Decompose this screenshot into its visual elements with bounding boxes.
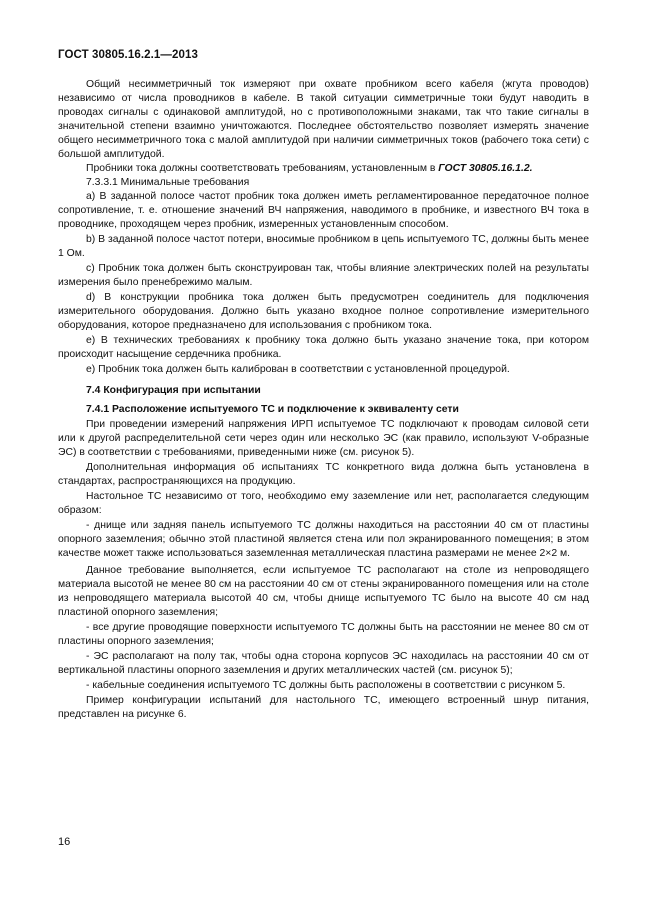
subsection-heading-eut-placement: 7.4.1 Расположение испытуемого ТС и подключение к эквиваленту сети [86,404,459,415]
paragraph-measurement-connection: При проведении измерений напряжения ИРП испытуемое ТС подключают к проводам силовой сети или к другой распределительной сети через один или несколько ЭС (как правило, используют V-образные ЭС) в соответствии с требованиями, приведенными ниже (см. рисунок 5). [58,419,589,458]
paragraph-probe-requirements [58,162,589,176]
standard-header: ГОСТ 30805.16.2.1—2013 [58,49,198,61]
paragraph-probe-requirements-text: Пробники тока должны соответствовать требованиям, установленным в [86,163,439,174]
paragraph-table-placement: Данное требование выполняется, если испытуемое ТС располагают на столе из непроводящего материала высотой не менее 80 см на расстоянии 40 см от стены экранированного помещения или на столе из непроводящего материала высотой 40 см, чтобы днище испытуемого ТС было на высоте 40 см над пластиной опорного заземления; [58,565,589,618]
standard-reference: ГОСТ 30805.16.1.2. [438,163,533,174]
requirement-e-calibration: е) Пробник тока должен быть калиброван в соответствии с установленной процедурой. [86,364,510,375]
paragraph-additional-info: Дополнительная информация об испытаниях ТС конкретного вида должна быть установлена в стандартах, распространяющихся на продукцию. [58,462,589,487]
list-item-conductive-surfaces: - все другие проводящие поверхности испытуемого ТС должны быть на расстоянии не менее 80 см от пластины опорного заземления; [58,622,589,647]
paragraph-tabletop-equipment: Настольное ТС независимо от того, необходимо ему заземление или нет, располагается следующим образом: [58,491,589,516]
requirement-d: d) В конструкции пробника тока должен быть предусмотрен соединитель для подключения измерительного оборудования. Должно быть указано входное полное сопротивление измерительного оборудования, которое предназначено для использования с пробником тока. [58,292,589,331]
section-heading-test-configuration: 7.4 Конфигурация при испытании [86,385,261,396]
requirement-e: e) В технических требованиях к пробнику тока должно быть указано значение тока, при котором происходит насыщение сердечника пробника. [58,335,589,360]
page-body [58,78,589,722]
paragraph-configuration-example: Пример конфигурации испытаний для настольного ТС, имеющего встроенный шнур питания, представлен на рисунке 6. [58,695,589,720]
requirement-a: а) В заданной полосе частот пробник тока должен иметь регламентированное передаточное полное сопротивление, т. е. отношение значений ВЧ напряжения, наводимого в пробнике, и известного ВЧ тока в проводнике, проходящем через пробник, измеренных установленным способом. [58,191,589,230]
requirement-b: b) В заданной полосе частот потери, вносимые пробником в цепь испытуемого ТС, должны быть менее 1 Ом. [58,234,589,259]
subsection-title-minimum-requirements: 7.3.3.1 Минимальные требования [86,177,250,188]
list-item-lisn-placement: - ЭС располагают на полу так, чтобы одна сторона корпусов ЭС находилась на расстоянии 40 см от вертикальной пластины опорного заземления и других металлических частей (см. рисунок 5); [58,651,589,676]
paragraph-common-current: Общий несимметричный ток измеряют при охвате пробником всего кабеля (жгута проводов) независимо от числа проводников в кабеле. В такой ситуации симметричные токи будут наводить в проводах сигналы с одинаковой амплитудой, но с противоположными знаками, так что такие сигналы в значительной степени взаимно уничтожаются. Последнее обстоятельство позволяет измерять значение общего несимметричного тока с малой амплитудой при наличии симметричных токов (рабочего тока сети) с большой амплитудой. [58,79,589,160]
page-number: 16 [58,836,71,848]
requirement-c: c) Пробник тока должен быть сконструирован так, чтобы влияние электрических полей на результаты измерения было пренебрежимо малым. [58,263,589,288]
list-item-cable-connections: - кабельные соединения испытуемого ТС должны быть расположены в соответствии с рисунком 5. [86,680,566,691]
list-item-bottom-panel: - днище или задняя панель испытуемого ТС должны находиться на расстоянии 40 см от пластины опорного заземления; обычно этой пластиной является стена или пол экранированного помещения; в этом качестве может также использоваться заземленная металлическая пластина размерами не менее 2×2 м. [58,520,589,559]
